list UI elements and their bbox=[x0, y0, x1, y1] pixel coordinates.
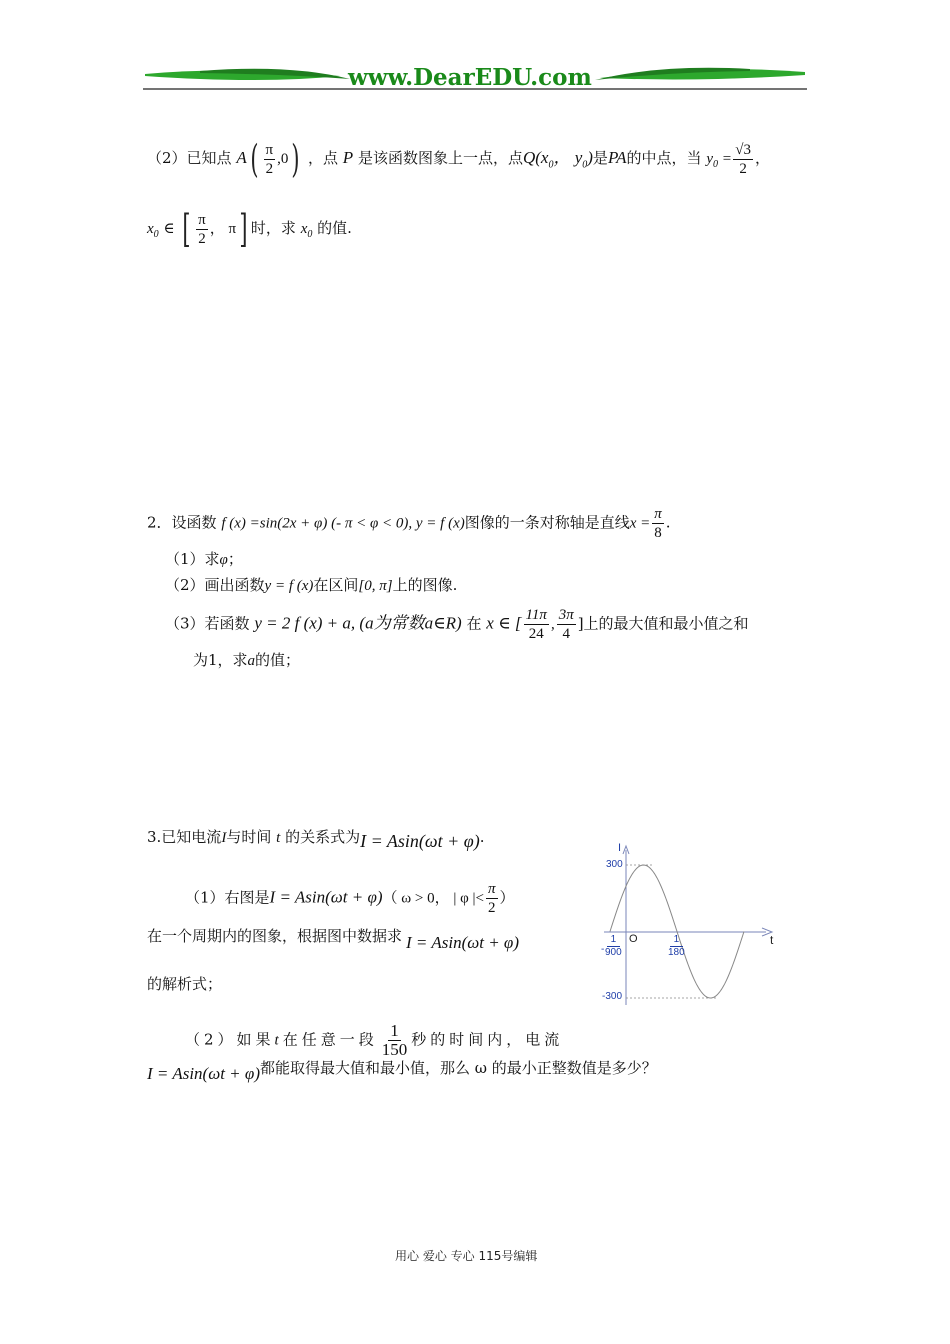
q2-text: 图像的一条对称轴是直线 bbox=[464, 513, 630, 532]
xtick-1-180: 1 180 bbox=[668, 934, 685, 958]
frac-11pi-24: $\frac{11\pi}{24}$ bbox=[525, 607, 547, 642]
point-a: A bbox=[236, 148, 247, 167]
q2-text: （2）画出函数 bbox=[165, 576, 265, 594]
point-p: P bbox=[342, 148, 354, 167]
q2-part2 bbox=[165, 575, 457, 596]
q2-text: ]上的最大值和最小值之和 bbox=[577, 614, 749, 633]
q3-part1-line2 bbox=[147, 926, 519, 952]
q1-text: （2）已知点 bbox=[147, 149, 232, 167]
q3-part2 bbox=[185, 1022, 563, 1059]
q3-text: ） bbox=[499, 888, 515, 907]
current-formula: I = Asin(ωt + φ) bbox=[360, 831, 480, 851]
q1-text: 的值. bbox=[317, 219, 352, 237]
xtick-neg-sign: - bbox=[601, 944, 605, 955]
current-formula: I = Asin(ωt + φ) bbox=[269, 887, 383, 907]
q3-line1 bbox=[147, 826, 485, 851]
q3-text: 的关系式为 bbox=[285, 828, 361, 846]
q2-line1 bbox=[147, 505, 671, 542]
q3-part1 bbox=[185, 880, 515, 917]
q3-text: 在任意一段 bbox=[282, 1030, 378, 1049]
q2-text: 上的图像. bbox=[392, 576, 458, 594]
origin-label: O bbox=[629, 933, 638, 945]
sine-graph bbox=[596, 840, 786, 1010]
q1-text: ， bbox=[754, 149, 770, 167]
t-var: t bbox=[276, 830, 281, 846]
frac-pi-2c: $\frac{\pi}{2}$ bbox=[488, 881, 496, 916]
in-symbol: ∈ bbox=[163, 221, 175, 237]
q3-text: . bbox=[479, 828, 485, 846]
frac-3pi-4: $\frac{3\pi}{4}$ bbox=[558, 607, 574, 642]
pi-end: ， π bbox=[209, 221, 237, 237]
xtick-neg-1-900: 1 900 bbox=[605, 934, 622, 958]
y0-var: $y_0$ bbox=[706, 151, 718, 170]
header-banner bbox=[140, 62, 810, 94]
q2-text: （3）若函数 bbox=[165, 614, 250, 633]
q2-part3: （3）若函数 y = 2 f (x) + a, (a为常数a∈R) 在 x ∈ [ $\frac{11\pi}{24}$ , $\frac{3\pi}{4}$ ]上的最大值和最小值之和 bbox=[165, 607, 749, 642]
q3-part2-line2 bbox=[147, 1058, 657, 1083]
q2-function: f (x) =sin(2x + φ) (- π < φ < 0), y = f (x) bbox=[221, 515, 465, 532]
q2-text: 为1，求 bbox=[193, 651, 248, 669]
q3-text: （2）如果 bbox=[185, 1030, 275, 1049]
q2-text: （1）求 bbox=[165, 550, 220, 568]
site-logo: www.DearEDU.com bbox=[348, 64, 592, 91]
q2-text: ； bbox=[227, 550, 243, 568]
bracket-right: ] bbox=[239, 207, 248, 251]
x0-var2: $x_0$ bbox=[300, 221, 313, 240]
q1-text: ，点 bbox=[307, 149, 338, 167]
q2-text: 在 bbox=[466, 614, 482, 633]
segment-pa: PA bbox=[607, 148, 627, 167]
current-formula: I = Asin(ωt + φ) bbox=[406, 933, 519, 952]
equals: = bbox=[722, 151, 732, 167]
q3-text: 都能取得最大值和最小值，那么 ω 的最小正整数值是多少？ bbox=[259, 1059, 657, 1077]
i-var: I bbox=[221, 830, 227, 846]
q2-function-2f: y = 2 f (x) + a, (a为常数a∈R) bbox=[254, 613, 462, 633]
frac-pi-2b: $\frac{\pi}{2}$ bbox=[198, 211, 206, 247]
q2-text: 在区间 bbox=[313, 576, 359, 594]
q3-part1-line3 bbox=[147, 974, 222, 994]
x-axis-label: t bbox=[770, 933, 774, 947]
q3-text: 秒的时间内，电流 bbox=[411, 1030, 564, 1049]
q2-part3-line2 bbox=[193, 650, 300, 671]
phi-symbol: φ bbox=[219, 552, 228, 568]
q1-text: 是 bbox=[592, 149, 608, 167]
paren-right: ) bbox=[291, 137, 300, 181]
frac-1-150: $\frac{1}{150}$ bbox=[381, 1021, 408, 1059]
q3-text: 与时间 bbox=[226, 828, 272, 846]
frac-pi-8: $\frac{\pi}{8}$ bbox=[654, 506, 662, 541]
q1-text: 的中点，当 bbox=[626, 149, 702, 167]
q2-interval: [0, π] bbox=[358, 578, 393, 594]
q1-part2-line2 bbox=[147, 207, 352, 251]
q3-text: 在一个周期内的图象，根据图中数据求 bbox=[147, 927, 403, 945]
q2-text: 2．设函数 bbox=[147, 513, 217, 532]
q2-x-in: x ∈ [ bbox=[486, 613, 522, 633]
ytick-neg300: -300 bbox=[602, 991, 623, 1002]
frac-sqrt3-2: $\frac{√3}{2}$ bbox=[735, 141, 751, 177]
page-footer: 用心 爱心 专心 115号编辑 bbox=[395, 1249, 538, 1263]
bracket-left: [ bbox=[182, 207, 191, 251]
q1-text: 时，求 bbox=[250, 219, 296, 237]
q2-text: . bbox=[665, 513, 671, 532]
x0-var: $x_0$ bbox=[147, 221, 159, 240]
q3-text: 的解析式； bbox=[147, 975, 223, 993]
q2-text: 的值； bbox=[255, 651, 301, 669]
q3-condition: （ ω > 0， | φ |< bbox=[382, 890, 484, 907]
a-var: a bbox=[247, 653, 256, 669]
q3-text: 3.已知电流 bbox=[147, 828, 222, 846]
current-graph bbox=[596, 840, 786, 1010]
q3-text: （1）右图是 bbox=[185, 888, 270, 907]
axis-x-eq: x = bbox=[629, 515, 651, 532]
paren-left: ( bbox=[250, 137, 259, 181]
q1-text: 是该函数图象上一点，点 bbox=[357, 149, 523, 167]
q2-part1 bbox=[165, 549, 243, 570]
point-q: $Q(x_0$， $y_0$) bbox=[522, 148, 593, 171]
comma-zero: ,0 bbox=[277, 151, 289, 167]
ytick-300: 300 bbox=[606, 859, 623, 870]
current-formula: I = Asin(ωt + φ) bbox=[147, 1064, 260, 1083]
y-axis-label: I bbox=[618, 842, 622, 854]
q1-part2-line1 bbox=[147, 137, 770, 181]
frac-pi-2: $\frac{\pi}{2}$ bbox=[265, 141, 274, 177]
t-var: t bbox=[274, 1032, 283, 1049]
q2-function-y: y = f (x) bbox=[264, 578, 314, 594]
